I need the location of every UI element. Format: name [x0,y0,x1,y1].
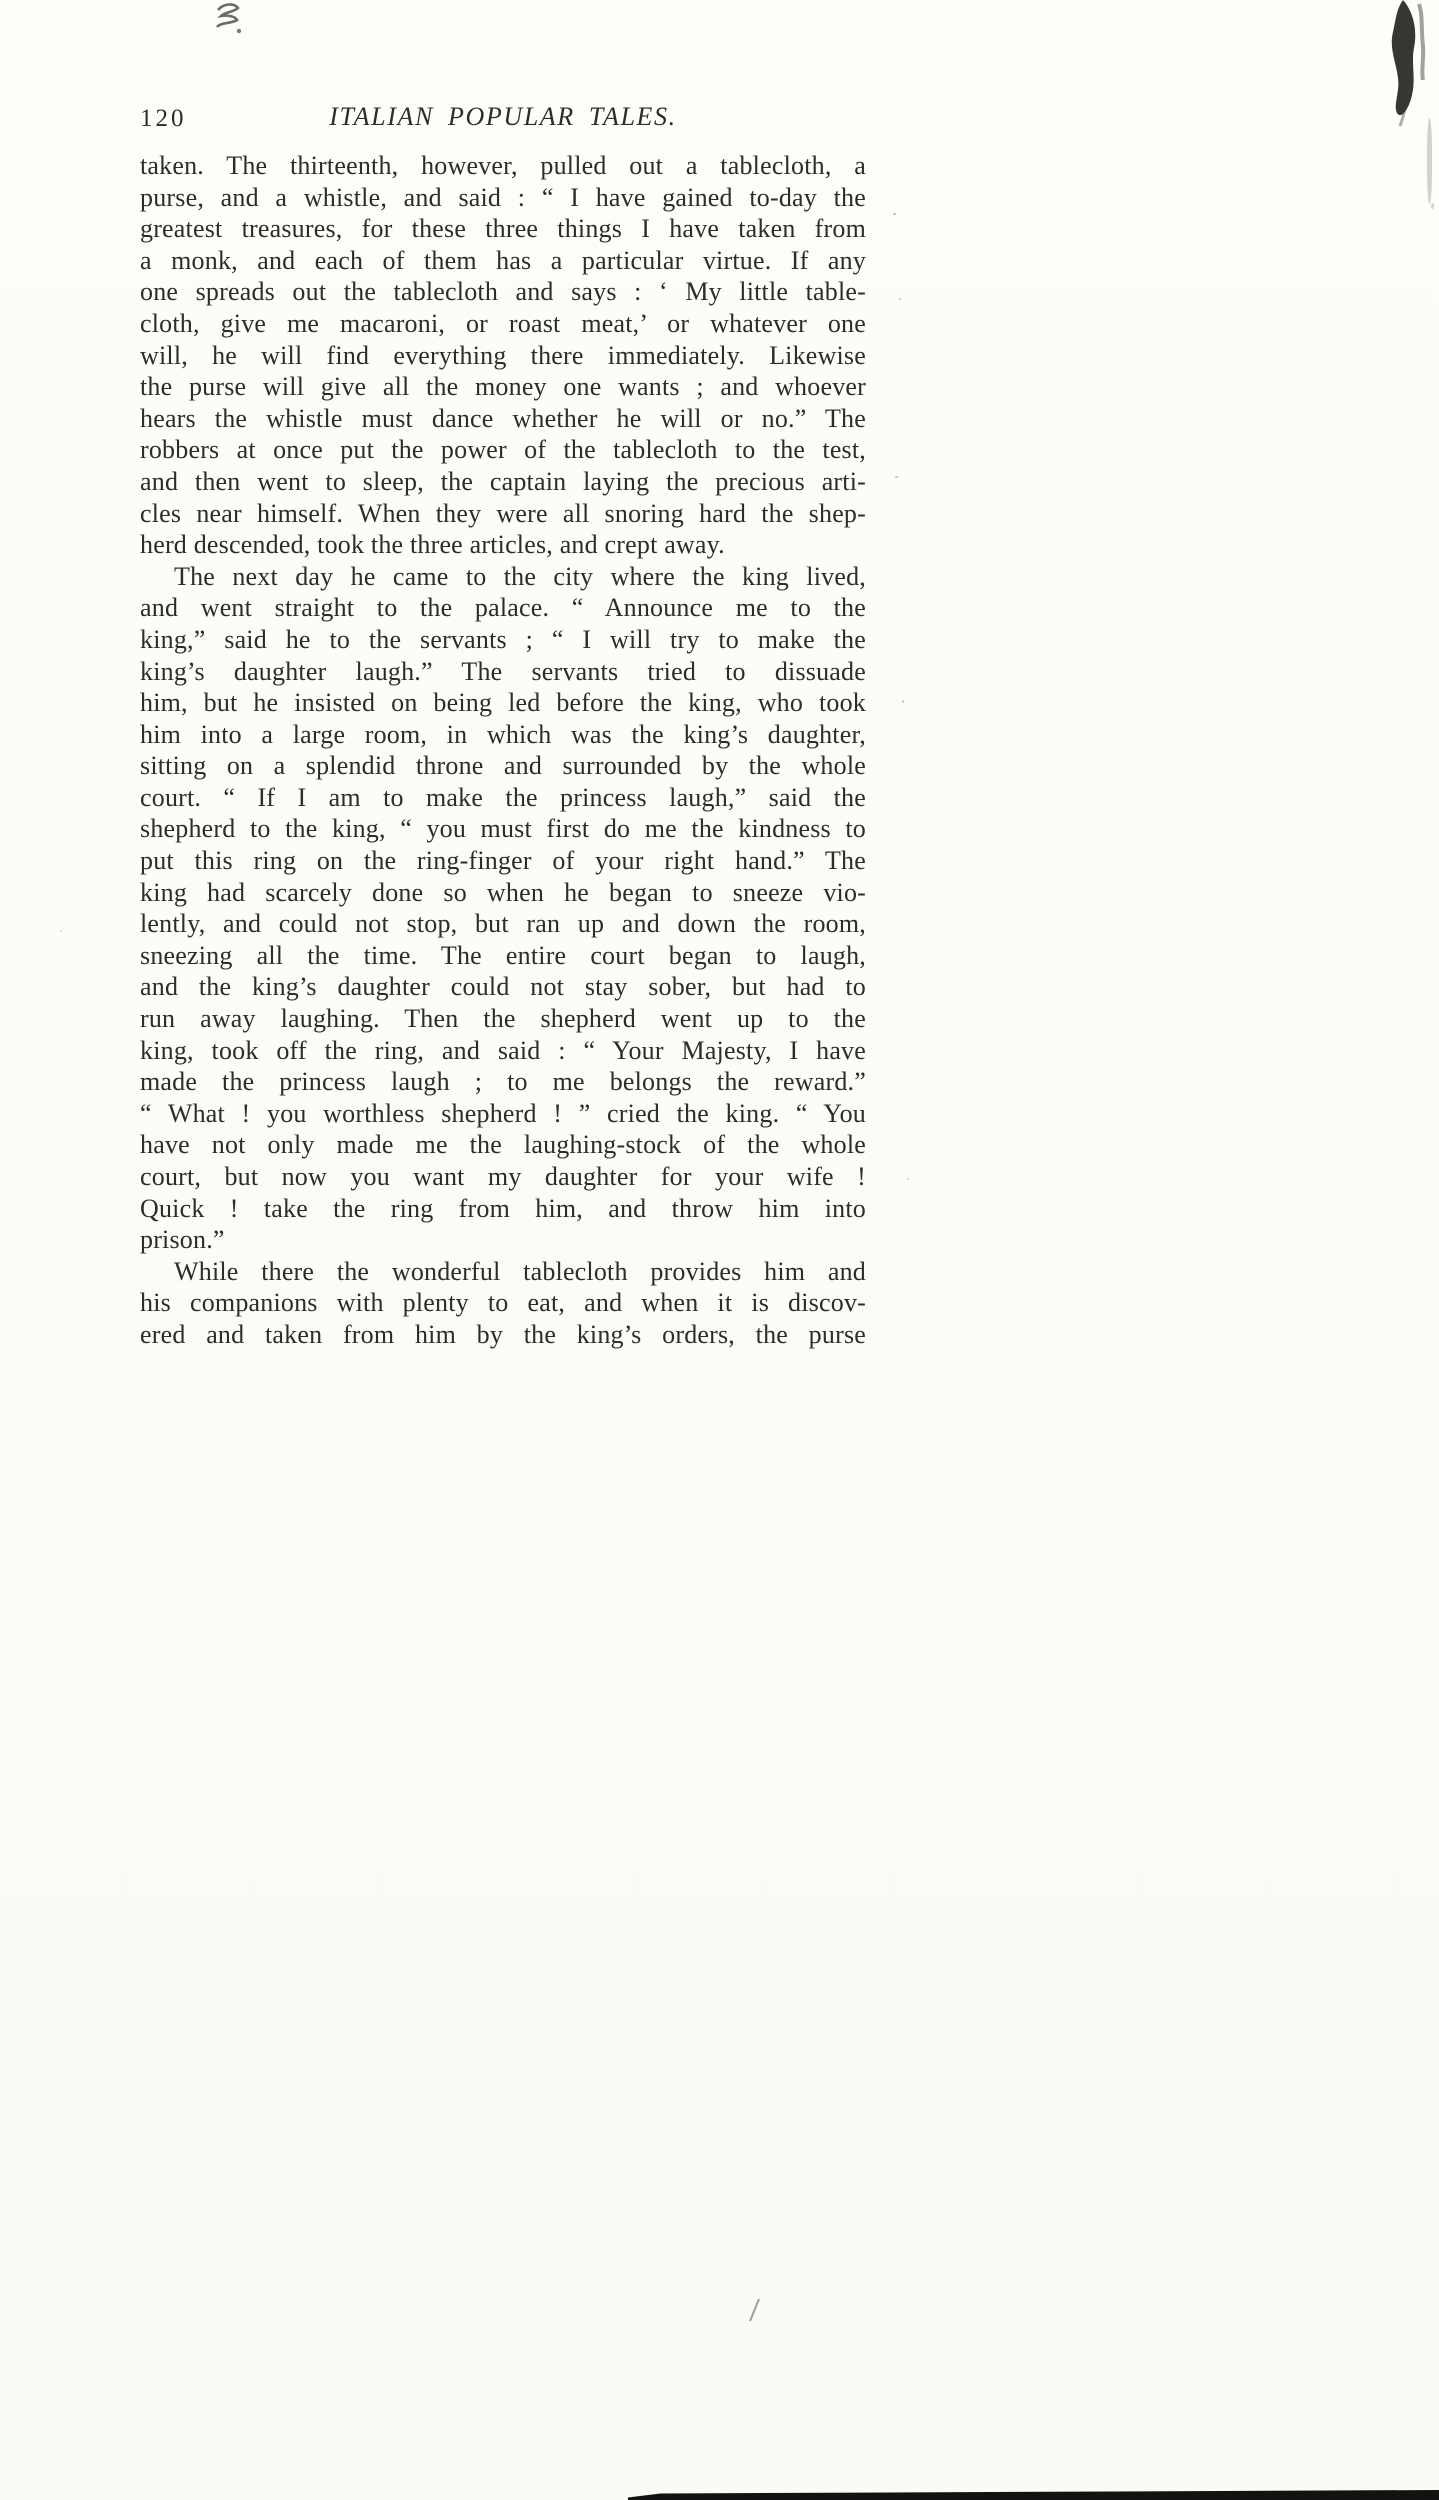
ink-mark-bottom [744,2296,766,2324]
text-line: While there the wonderful tablecloth provides him and [174,1256,866,1286]
text-line: cles near himself. When they were all snoring hard the shep- [140,498,866,528]
ink-smudge-top-right [1373,0,1435,132]
text-line: purse, and a whistle, and said : “ I have gained to-day the [140,182,866,212]
ink-mark-top-left [208,0,252,40]
text-line: king, took off the ring, and said : “ Your Majesty, I have [140,1035,866,1065]
text-line: run away laughing. Then the shepherd went up to the [140,1004,866,1034]
speck [895,476,898,478]
speck [907,1178,909,1180]
text-line: will, he will find everything there immediately. Likewise [140,340,866,370]
running-head [140,102,866,138]
text-line: king had scarcely done so when he began to sneeze vio- [140,877,866,907]
speck [60,930,62,932]
text-line: Quick ! take the ring from him, and throw him into [140,1193,866,1223]
text-line: court, but now you want my daughter for your wife ! [140,1162,866,1191]
text-line: “ What ! you worthless shepherd ! ” cried the king. “ You [140,1098,866,1128]
text-line: ered and taken from him by the king’s orders, the purse [140,1319,866,1349]
text-line: hears the whistle must dance whether he will or no.” The [140,403,866,433]
text-line: and went straight to the palace. “ Announce me to the [140,593,866,623]
edge-streak-right [1427,118,1432,204]
text-line: shepherd to the king, “ you must first do me the kindness to [140,814,866,844]
scan-edge-artifact [628,2490,1439,2500]
text-line: robbers at once put the power of the tablecloth to the test, [140,435,866,465]
text-line: court. “ If I am to make the princess laugh,” said the [140,782,866,812]
text-line: have not only made me the laughing-stock of the whole [140,1130,866,1160]
page-number: 120 [140,105,187,132]
text-line: him, but he insisted on being led before the king, who took [140,688,866,718]
text-line: made the princess laugh ; to me belongs the reward.” [140,1067,866,1097]
text-line: king’s daughter laugh.” The servants tried to dissuade [140,656,866,686]
text-line: him into a large room, in which was the king’s daughter, [140,719,866,749]
header-title: ITALIAN POPULAR TALES. [329,102,677,131]
text-line: the purse will give all the money one wants ; and whoever [140,372,866,402]
text-line: one spreads out the tablecloth and says : ‘ My little table- [140,277,866,307]
text-line: his companions with plenty to eat, and when it is discov- [140,1288,866,1318]
text-line: prison.” [140,1225,225,1255]
speck [893,213,896,215]
text-line: king,” said he to the servants ; “ I will try to make the [140,624,866,654]
text-line: lently, and could not stop, but ran up and down the room, [140,909,866,939]
text-line: and then went to sleep, the captain laying the precious arti- [140,466,866,496]
text-line: a monk, and each of them has a particular virtue. If any [140,245,866,275]
speck [1431,203,1434,209]
speck [902,700,904,703]
text-line: herd descended, took the three articles, and crept away. [140,530,725,560]
text-line: and the king’s daughter could not stay sober, but had to [140,972,866,1002]
text-line: greatest treasures, for these three things I have taken from [140,214,866,244]
text-block [140,150,866,1351]
text-line: cloth, give me macaroni, or roast meat,’ or whatever one [140,308,866,338]
text-line: The next day he came to the city where the king lived, [174,561,866,591]
text-line: sitting on a splendid throne and surrounded by the whole [140,751,866,781]
text-line: taken. The thirteenth, however, pulled out a tablecloth, a [140,151,866,180]
text-line: sneezing all the time. The entire court began to laugh, [140,940,866,970]
text-line: put this ring on the ring-finger of your right hand.” The [140,846,866,876]
speck [899,298,901,300]
